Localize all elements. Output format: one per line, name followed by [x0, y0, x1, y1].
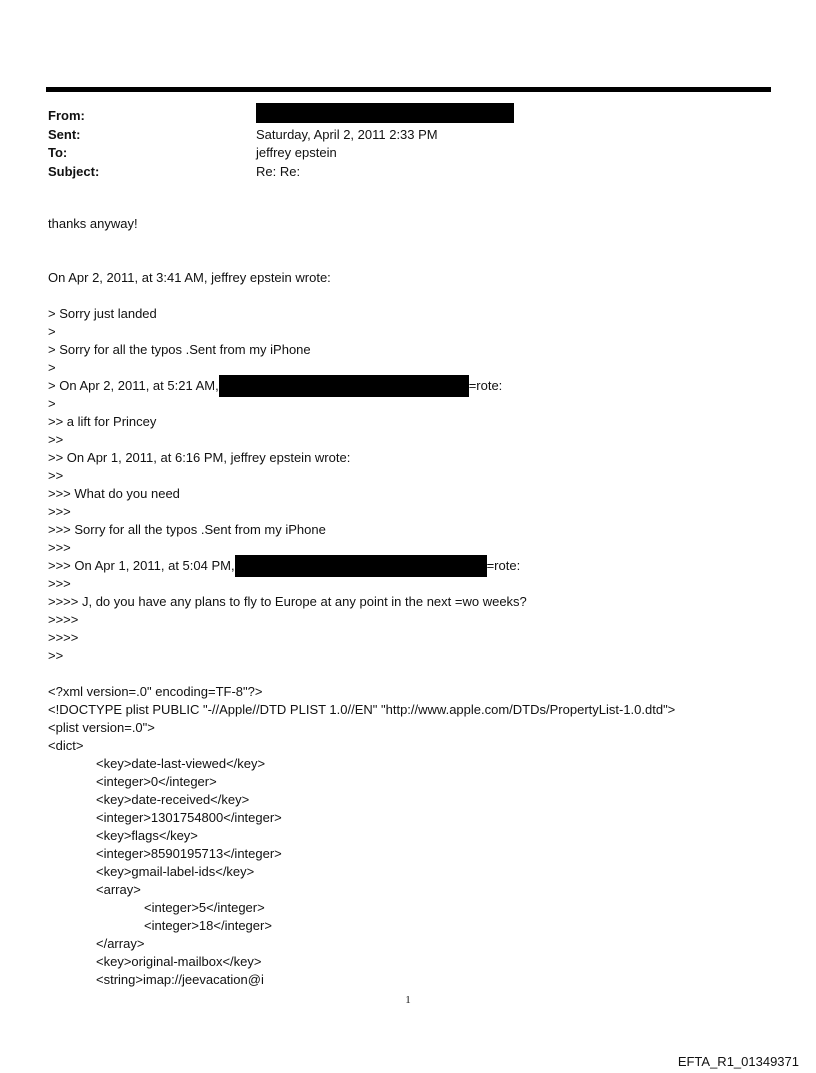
body-line: >>>>	[48, 612, 79, 627]
sent-label: Sent:	[48, 126, 81, 142]
xml-line: <string>imap://jeevacation@i	[96, 972, 264, 987]
body-line: >>	[48, 432, 64, 447]
page-number: 1	[405, 994, 411, 1006]
body-line: >>> Sorry for all the typos .Sent from my iPhone	[48, 522, 326, 537]
body-line: >>>	[48, 540, 71, 555]
to-row	[48, 144, 768, 163]
body-line: >>>>	[48, 630, 79, 645]
xml-line: <array>	[96, 882, 141, 897]
xml-line: <dict>	[48, 738, 84, 753]
xml-line: <key>date-last-viewed</key>	[96, 756, 266, 771]
body-line: >>	[48, 468, 64, 483]
body-line: >>> What do you need	[48, 486, 180, 501]
body-line-text: > On Apr 2, 2011, at 5:21 AM,	[48, 378, 219, 393]
xml-line: <integer>0</integer>	[96, 774, 217, 789]
xml-line: <!DOCTYPE plist PUBLIC "-//Apple//DTD PLIST 1.0//EN" "http://www.apple.com/DTDs/PropertyList-1.0.dtd">	[48, 702, 676, 717]
subject-label: Subject:	[48, 163, 100, 179]
xml-line: </array>	[96, 936, 145, 951]
body-line: >	[48, 396, 56, 411]
body-line-text: =rote:	[486, 558, 521, 573]
body-line: >>>	[48, 504, 71, 519]
xml-line: <key>gmail-label-ids</key>	[96, 864, 255, 879]
sent-value: Saturday, April 2, 2011 2:33 PM	[256, 126, 438, 142]
xml-line: <integer>8590195713</integer>	[96, 846, 282, 861]
body-line: >> On Apr 1, 2011, at 6:16 PM, jeffrey epstein wrote:	[48, 450, 351, 465]
subject-row	[48, 163, 768, 182]
xml-line: <integer>1301754800</integer>	[96, 810, 282, 825]
from-value	[256, 107, 514, 127]
to-label: To:	[48, 145, 68, 160]
from-row	[48, 107, 768, 126]
to-value: jeffrey epstein	[256, 145, 337, 160]
body-line: On Apr 2, 2011, at 3:41 AM, jeffrey epstein wrote:	[48, 270, 331, 285]
subject-value: Re: Re:	[256, 163, 301, 179]
body-line	[48, 377, 502, 395]
redaction-box	[256, 103, 514, 123]
body-line	[48, 557, 520, 575]
body-line-text: =rote:	[468, 378, 503, 393]
body-line: >	[48, 324, 56, 339]
xml-line: <integer>18</integer>	[144, 918, 272, 933]
xml-line: <?xml version=.0" encoding=TF-8"?>	[48, 684, 263, 699]
xml-line: <key>original-mailbox</key>	[96, 954, 262, 969]
xml-line: <key>date-received</key>	[96, 792, 250, 807]
body-line: >> a lift for Princey	[48, 414, 157, 429]
redaction-box	[235, 555, 487, 577]
body-line: > Sorry just landed	[48, 306, 157, 321]
xml-line: <key>flags</key>	[96, 828, 198, 843]
redaction-box	[219, 375, 469, 397]
body-line: thanks anyway!	[48, 216, 138, 231]
xml-line: <plist version=.0">	[48, 720, 155, 735]
from-label: From:	[48, 108, 85, 123]
body-line-text: >>> On Apr 1, 2011, at 5:04 PM,	[48, 558, 235, 573]
sent-row	[48, 126, 768, 145]
bates-number: EFTA_R1_01349371	[677, 1054, 799, 1069]
xml-line: <integer>5</integer>	[144, 900, 265, 915]
body-line: >>>> J, do you have any plans to fly to Europe at any point in the next =wo weeks?	[48, 594, 527, 609]
body-line: >>>	[48, 576, 71, 591]
body-line: > Sorry for all the typos .Sent from my iPhone	[48, 342, 311, 357]
body-line: >	[48, 360, 56, 375]
body-line: >>	[48, 648, 64, 663]
email-header	[48, 107, 768, 181]
top-rule	[46, 87, 771, 92]
